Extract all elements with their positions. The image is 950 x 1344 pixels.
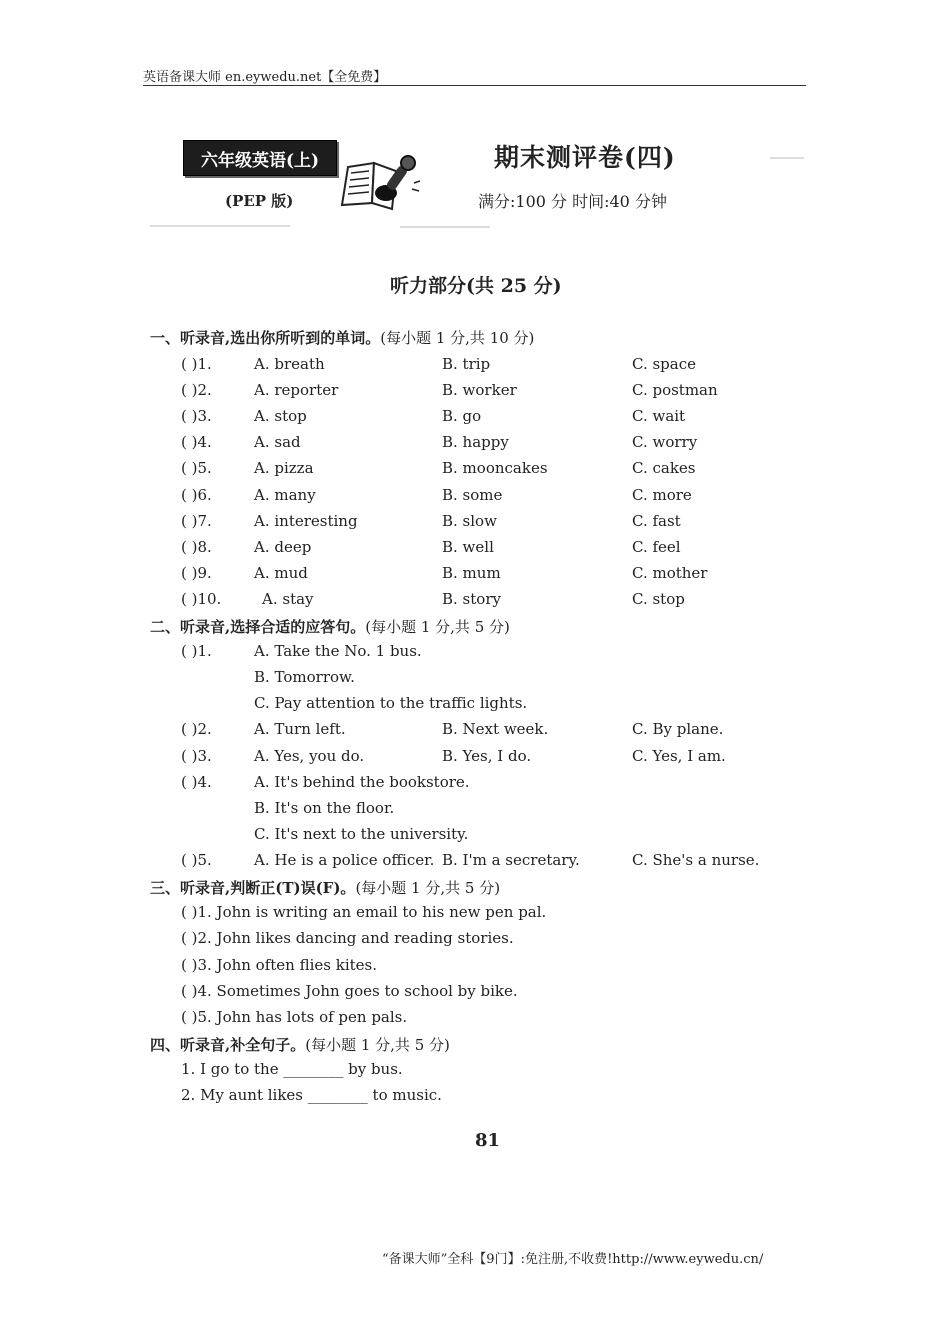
part1-option-b: B. go: [442, 407, 482, 425]
exam-title: 期末测评卷(四): [494, 143, 676, 172]
part3-points: (每小题 1 分,共 5 分): [355, 879, 501, 897]
part1-option-c: C. space: [632, 355, 696, 373]
part1-row-num: ( )8.: [181, 538, 212, 556]
part2-q1-option-a: A. Take the No. 1 bus.: [254, 642, 422, 660]
part2-q4-option-a: A. It's behind the bookstore.: [254, 773, 470, 791]
part1-option-c: C. wait: [632, 407, 686, 425]
page-number: 81: [475, 1130, 501, 1151]
part1-row-num: ( )5.: [181, 459, 212, 477]
part1-option-a: A. stop: [254, 407, 307, 425]
scan-noise: [770, 157, 804, 159]
part2-q5-option-c: C. She's a nurse.: [632, 851, 760, 869]
listening-section-title: 听力部分(共 25 分): [390, 275, 562, 297]
part3-heading: [150, 877, 500, 898]
part1-heading: [150, 327, 534, 348]
part1-heading-text: 一、听录音,选出你所听到的单词。: [150, 329, 381, 347]
part1-option-c: C. cakes: [632, 459, 696, 477]
part1-row-num: ( )2.: [181, 381, 212, 399]
part1-points: (每小题 1 分,共 10 分): [380, 329, 535, 347]
part3-statement: ( )1. John is writing an email to his new pen pal.: [181, 903, 547, 921]
part1-option-b: B. mum: [442, 564, 501, 582]
part3-heading-text: 三、听录音,判断正(T)误(F)。: [150, 879, 356, 897]
part4-heading: [150, 1034, 450, 1055]
part2-q3-option-b: B. Yes, I do.: [442, 747, 532, 765]
part1-option-a: A. pizza: [254, 459, 314, 477]
part1-option-b: B. happy: [442, 433, 509, 451]
part1-row-num: ( )10.: [181, 590, 222, 608]
part4-heading-text: 四、听录音,补全句子。: [150, 1036, 306, 1054]
part1-option-a: A. sad: [254, 433, 301, 451]
part3-statement: ( )2. John likes dancing and reading stories.: [181, 929, 514, 947]
part1-option-c: C. fast: [632, 512, 681, 530]
part2-q4-option-b: B. It's on the floor.: [254, 799, 395, 817]
part1-row-num: ( )7.: [181, 512, 212, 530]
part2-q4-option-c: C. It's next to the university.: [254, 825, 469, 843]
part2-q1-num: ( )1.: [181, 642, 212, 660]
part1-option-c: C. feel: [632, 538, 681, 556]
part2-q1-option-c: C. Pay attention to the traffic lights.: [254, 694, 528, 712]
part3-statement: ( )3. John often flies kites.: [181, 956, 378, 974]
part1-option-a: A. breath: [254, 355, 325, 373]
header-divider: [143, 85, 806, 86]
part2-q2-option-b: B. Next week.: [442, 720, 549, 738]
part2-q2-num: ( )2.: [181, 720, 212, 738]
part1-row-num: ( )3.: [181, 407, 212, 425]
part2-q5-option-b: B. I'm a secretary.: [442, 851, 580, 869]
part1-option-b: B. well: [442, 538, 494, 556]
part1-option-a: A. many: [254, 486, 316, 504]
part1-option-c: C. postman: [632, 381, 718, 399]
part2-q2-option-a: A. Turn left.: [254, 720, 346, 738]
part4-sentence: 1. I go to the ________ by bus.: [181, 1060, 403, 1078]
part2-q3-option-a: A. Yes, you do.: [254, 747, 365, 765]
footer-text: “备课大师”全科【9门】:免注册,不收费!http://www.eywedu.cn/: [382, 1252, 764, 1267]
part2-q4-num: ( )4.: [181, 773, 212, 791]
scan-noise: [150, 225, 290, 227]
part1-row-num: ( )1.: [181, 355, 212, 373]
part1-option-b: B. mooncakes: [442, 459, 548, 477]
part1-option-a: A. interesting: [254, 512, 358, 530]
book-microphone-icon: [338, 153, 422, 213]
edition-label: (PEP 版): [225, 192, 294, 210]
part1-row-num: ( )9.: [181, 564, 212, 582]
part1-option-b: B. trip: [442, 355, 491, 373]
part4-sentence: 2. My aunt likes ________ to music.: [181, 1086, 442, 1104]
part1-option-b: B. worker: [442, 381, 517, 399]
part1-row-num: ( )4.: [181, 433, 212, 451]
part1-option-a: A. reporter: [254, 381, 339, 399]
part2-heading-text: 二、听录音,选择合适的应答句。: [150, 618, 366, 636]
part1-option-c: C. more: [632, 486, 692, 504]
part3-statement: ( )5. John has lots of pen pals.: [181, 1008, 408, 1026]
site-header-text: 英语备课大师 en.eywedu.net【全免费】: [143, 70, 387, 85]
part1-row-num: ( )6.: [181, 486, 212, 504]
part2-q5-option-a: A. He is a police officer.: [254, 851, 435, 869]
score-time-line: 满分:100 分 时间:40 分钟: [478, 192, 667, 211]
scan-noise: [400, 226, 490, 228]
part1-option-a: A. mud: [254, 564, 308, 582]
part1-option-b: B. some: [442, 486, 503, 504]
part1-option-a: A. stay: [262, 590, 314, 608]
part1-option-c: C. worry: [632, 433, 698, 451]
part2-q1-option-b: B. Tomorrow.: [254, 668, 355, 686]
part2-heading: [150, 616, 510, 637]
part2-q3-num: ( )3.: [181, 747, 212, 765]
part2-q2-option-c: C. By plane.: [632, 720, 724, 738]
part3-statement: ( )4. Sometimes John goes to school by bike.: [181, 982, 518, 1000]
part2-q5-num: ( )5.: [181, 851, 212, 869]
part1-option-a: A. deep: [254, 538, 312, 556]
part2-points: (每小题 1 分,共 5 分): [365, 618, 510, 636]
part1-option-b: B. story: [442, 590, 501, 608]
part1-option-b: B. slow: [442, 512, 497, 530]
part1-option-c: C. stop: [632, 590, 685, 608]
part1-option-c: C. mother: [632, 564, 708, 582]
grade-badge: 六年级英语(上): [183, 140, 337, 176]
part2-q3-option-c: C. Yes, I am.: [632, 747, 726, 765]
part4-points: (每小题 1 分,共 5 分): [305, 1036, 450, 1054]
